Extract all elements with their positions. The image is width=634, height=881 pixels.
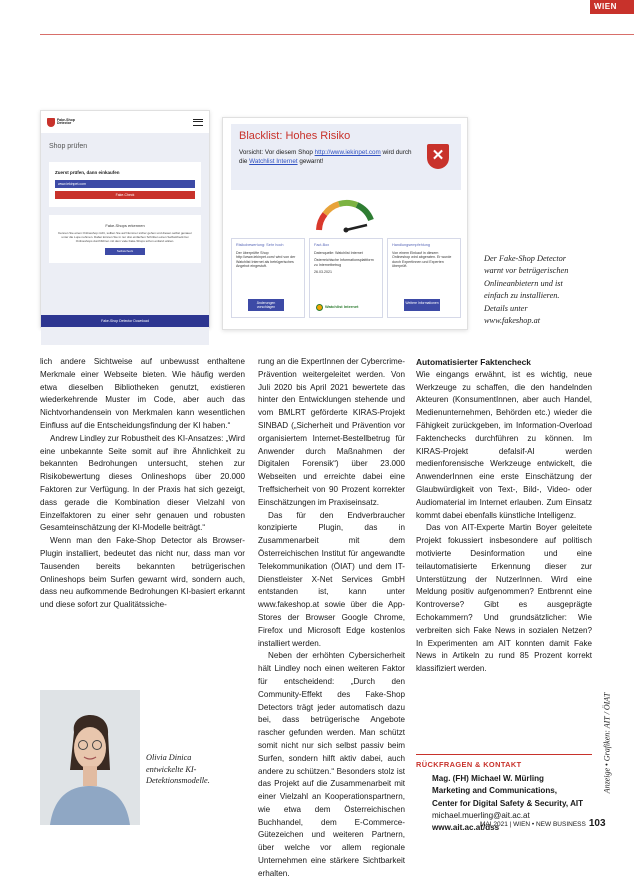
check-heading: Zuerst prüfen, dann einkaufen (55, 170, 120, 175)
gauge-segment (357, 205, 371, 220)
credit-text: Anzeige • Grafiken: AIT / ÖIAT (602, 692, 612, 794)
danger-x-icon: ✕ (427, 144, 449, 169)
page-footer (480, 818, 614, 829)
fake-check-button[interactable]: Fake-Check (55, 191, 195, 199)
blacklist-message (239, 148, 419, 166)
contact-web[interactable]: www.ait.ac.at/dss (432, 823, 500, 833)
contact-role: Marketing and Communications, (432, 786, 558, 796)
risk-text: Der überprüfte Shop http://www.iekinpet.com/ wird von der Watchlist Internet als betrügerisches Angebot eingestuft. (236, 250, 296, 269)
fakeshop-logo (47, 118, 77, 127)
gauge-segment (325, 204, 339, 214)
blacklist-screenshot (222, 117, 468, 330)
factbox-source: Datenquelle: Watchlist Internet (314, 250, 363, 255)
recommendation-text: Von einem Einkauf in diesem Onlineshop wird abgeraten. Er wurde durch ExpertInnen und Experten überprüft. (392, 250, 452, 269)
watchlist-link[interactable]: Watchlist Internet (249, 158, 298, 165)
selfcheck-button[interactable]: Selbstcheck (105, 248, 145, 255)
recommendation-column (387, 238, 461, 318)
gauge-segment (339, 203, 357, 205)
footer-text: MAI 2021 | WIEN • NEW BUSINESS (480, 821, 586, 828)
more-info-button[interactable]: Weitere Informationen (404, 299, 440, 311)
paragraph: Andrew Lindley zur Robustheit des KI-Ansatzes: „Wird eine unbekannte Seite somit auf ihre Ähnlichkeit zu bekannten Bedrohungen untersucht, stehen zur Risikobewertung dieses Onlineshops über 20.000 Faktoren zur Verfügung. In der Praxis hat sich gezeigt, dass gerade die Kombination dieser Vielzahl von Einzelfaktoren zu einer sehr genauen und robusten Gesamteinschätzung der KI-Modelle beiträgt.“ (40, 433, 245, 533)
paragraph: lich andere Sichtweise auf unbewusst enthaltene Merkmale einer Webseite bieten. Wie häufig werden etwa dieselben Bibliotheken genutzt, existieren wiederkehrende Muster im Code, aber auch das Nichtvorhandensein von Merkmalen kann wesentlichen Einfluss auf die Entscheidungsfindung der KI haben.“ (40, 357, 245, 430)
shop-url-link[interactable]: http://www.iekinpet.com (314, 149, 381, 156)
blacklist-alert (231, 124, 461, 190)
contact-org: Center for Digital Safety & Security, AIT (432, 798, 584, 808)
factbox-description: Österreichische Informationsplattform zu Internetbetrug (314, 258, 374, 267)
factbox-heading: Fact-Box (314, 243, 330, 247)
portrait-image (40, 690, 140, 825)
screenshot-caption: Der Fake-Shop Detector warnt vor betrügerischen Onlineanbietern und ist einfach zu installieren. Details unter www.fakeshop.at (484, 254, 569, 326)
download-footer[interactable]: Fake-Shop Detector Download (41, 315, 209, 327)
recommendation-heading: Handlungsempfehlung (392, 243, 430, 247)
paragraph: Neben der erhöhten Cybersicherheit hält Lindley noch einen weiteren Faktor für entscheidend: „Durch den Community-Effekt des Fake-Shop Detectors trägt jeder automatisch dazu bei, dass betrügerische Angebote rascher gefunden werden. Man schützt somit nicht nur sich selbst passiv beim Surfen, sondern hilft aktiv dabei, auch andere zu schützen.“ Besonders stolz ist das Projekt auf die Zusammenarbeit mit einer Vielzahl an Kooperationspartnern, wie etwa dem Österreichischen Buchhandel, dem E-Commerce-Gütezeichen und weiteren Partnern, über welche vor allem regionale Unternehmen eine stärkere Sichtbarkeit erhalten. (258, 651, 405, 878)
message-part: Vorsicht: Vor diesem Shop (239, 149, 315, 156)
article-column-1 (40, 356, 245, 612)
info-card (49, 215, 201, 263)
factbox-date: 26.03.2021 (314, 270, 332, 275)
paragraph: rung an die ExpertInnen der Cybercrime-Prävention weitergeleitet werden. Von Juli 2020 bis April 2021 bewertete das hinter den Entwicklungen stehende und vom BMLRT geförderte KIRAS-Projekt SINBAD („Sicherheit und Prävention vor organisiertem Internet-Bestellbetrug für Anwender durch Maßnahmen der Digitalen Forensik“) über 23.000 Webseiten und erreichte dabei eine Treffsicherheit von 90 Prozent korrekter Einschätzungen im Praxiseinsatz. (258, 357, 405, 507)
portrait-photo (40, 690, 140, 825)
paragraph: Wenn man den Fake-Shop Detector als Browser-Plugin installiert, bedeutet das nicht nur, dass man vor Tausenden bereits bekannten betrügerischen Onlineshops beim Surfen gewarnt wird, sondern auch, dass neu aufkommende Bedrohungen KI-basiert erkannt und diese sofort zur Qualitätssiche- (40, 536, 245, 610)
contact-name: Mag. (FH) Michael W. Mürling (432, 774, 544, 784)
info-heading: Fake-Shops erkennen (105, 223, 145, 228)
gauge-hub (344, 228, 349, 233)
suggest-change-button[interactable]: Änderungen vorschlagen (248, 299, 284, 311)
watchlist-icon (316, 304, 323, 311)
risk-heading: Risikobewertung: Sehr hoch (236, 243, 284, 247)
article-column-3 (416, 356, 592, 676)
message-part: wird durch die (239, 149, 412, 165)
watchlist-logo (316, 304, 358, 311)
risk-gauge (313, 196, 379, 234)
section-label: WIEN (594, 2, 617, 11)
message-part: gewarnt! (297, 158, 324, 165)
factbox-column (309, 238, 383, 318)
check-card (49, 162, 201, 207)
section-heading: Automatisierter Faktencheck (416, 357, 531, 367)
image-credit (600, 658, 614, 828)
paragraph: Das für den Endverbraucher konzipierte Plugin, das in Zusammenarbeit mit dem Österreichischen Institut für angewandte Telekommunikation (ÖIAT) und dem IT-Dienstleister X-Net Services GmbH entstanden ist, kann unter www.fakeshop.at sowie über die App-Stores der Browser Google Chrome, Firefox und Microsoft Edge kostenlos installiert werden. (258, 510, 405, 648)
contact-heading: RÜCKFRAGEN & KONTAKT (416, 754, 592, 771)
url-input[interactable]: www.iekinpet.com (55, 180, 195, 188)
phone-screenshot (40, 110, 210, 328)
paragraph: Das von AIT-Experte Martin Boyer geleitete Projekt fokussiert insbesondere auf politisch motivierte Desinformation und eine teilautomatisierte Erkennung dieser zur Unterstützung der NutzerInnen. Wird eine Meldung positiv aufgenommen? Entbrennt eine Kontroverse? Gibt es ausgeprägte Echokammern? Und grundsätzlicher: Wie verbreiten sich Fake News in sozialen Netzen? In Experimenten am AIT konnten damit Fake News in Artikeln zu rund 85 Prozent korrekt klassifiziert werden. (416, 523, 592, 674)
blacklist-title: Blacklist: Hohes Risiko (239, 130, 351, 142)
risk-column (231, 238, 305, 318)
article-column-2 (258, 356, 405, 881)
shield-icon (47, 118, 55, 127)
phone-header (41, 111, 209, 133)
phone-page-title: Shop prüfen (49, 143, 88, 150)
contact-email[interactable]: michael.muerling@ait.ac.at (432, 810, 530, 820)
section-tag (590, 0, 634, 14)
watchlist-logo-text: Watchlist Internet (325, 304, 359, 310)
gauge-segment (319, 214, 325, 230)
phone-content (41, 133, 209, 345)
menu-icon[interactable] (193, 119, 203, 126)
paragraph: Wie eingangs erwähnt, ist es wichtig, neue Werkzeuge zu schaffen, die den handelnden Akteuren (KonsumentInnen, aber auch Handel, Medienunternehmen, Behörden etc.) wieder die Fähigkeit zurückgeben, im Information-Overload Faktenchecks durchführen zu können. Im KIRAS-Projekt defalsif-AI werden medienforensische Werkzeuge entwickelt, die AnwenderInnen eine erste Einschätzung der Glaubwürdigkeit von Text-, Bild-, Video- oder Audiomaterial im Internet erlauben. Zum Einsatz kommt dabei ebenfalls künstliche Intelligenz. (416, 369, 592, 520)
page-number: 103 (588, 818, 606, 829)
portrait-caption: Olivia Dinica entwickelte KI-Detektionsmodelle. (146, 753, 210, 785)
logo-text: Fake-Shop Detector (57, 117, 75, 125)
blacklist-info-columns (231, 238, 461, 318)
info-text: Kennen Sie einen Onlineshop nicht, sollten Sie auf Nummer sicher gehen und diesen selbst genauer unter die Lupe nehmen. Dabei können Sie in nur drei einfachen Schritten einen Selbstcheck bei Onlineshops durchführen mit dem viele Fake-Shops schon entlarvt wären. (58, 231, 192, 243)
rubric-divider (40, 34, 634, 35)
gauge-needle (346, 225, 367, 230)
